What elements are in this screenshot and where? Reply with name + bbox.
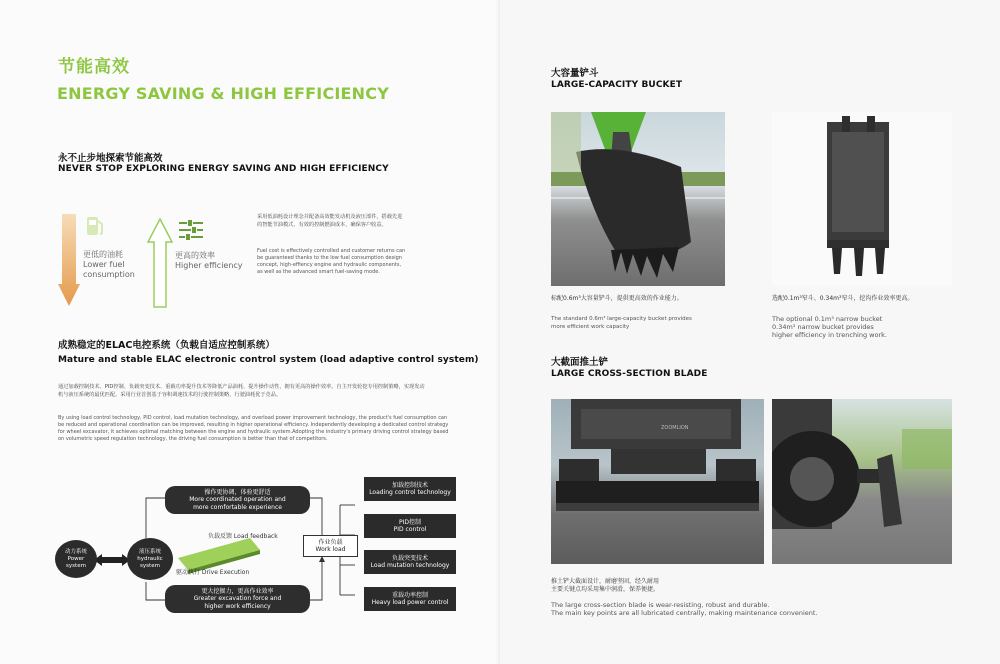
blade-side-photo <box>772 399 952 564</box>
section1-desc-en: Fuel cost is effectively controlled and customer returns can be guaranteed thanks to the low fuel consumption design concept, high-effiency engine and hydraulic components, as well as the advanced smart fuel-saving mode. <box>257 248 406 275</box>
loading-control-box <box>364 477 456 501</box>
pid-control-en: PID control <box>393 526 427 533</box>
hydraulic-system-node <box>127 538 173 580</box>
power-system-cn: 动力系统 <box>64 548 87 555</box>
power-system-en-2: system <box>66 562 86 569</box>
page-title-en: ENERGY SAVING & HIGH EFFICIENCY <box>57 84 390 103</box>
excavation-force-box <box>165 585 310 613</box>
bucket-caption2-en-2: 0.34m³ narrow bucket provides <box>772 323 874 331</box>
section2-heading-en: Mature and stable ELAC electronic control system (load adaptive control system) <box>58 355 479 365</box>
coordinated-operation-box <box>165 486 310 514</box>
bucket-caption2-en-1: The optional 0.1m³ narrow bucket <box>772 315 883 323</box>
heavy-load-cn: 重载功率控制 <box>391 591 428 599</box>
section2-heading-cn: 成熟稳定的ELAC电控系统（负载自适应控制系统） <box>58 340 275 351</box>
pid-control-cn: PID控制 <box>398 518 421 526</box>
higher-efficiency-cn: 更高的效率 <box>175 251 215 260</box>
pid-control-box <box>364 514 456 538</box>
lower-fuel-cn: 更低的油耗 <box>83 250 123 259</box>
section1-desc-cn: 采用低油耗设计理念并配备高效能发动机及液压部件，搭载先进的智能节油模式，有效的控制燃油成本，确保客户收益。 <box>257 214 403 228</box>
bucket-caption2-en-3: higher efficiency in trenching work. <box>772 331 887 339</box>
coordinated-en-1: More coordinated operation and <box>189 496 286 504</box>
power-system-node <box>55 540 97 578</box>
blade-caption-cn-2: 主要关键点均采用集中润滑，保养便捷。 <box>551 586 660 593</box>
page-title-cn: 节能高效 <box>58 57 130 77</box>
load-mutation-cn: 负载突变技术 <box>391 554 428 562</box>
loading-control-cn: 加载控制技术 <box>391 481 428 489</box>
heavy-load-en: Heavy load power control <box>371 599 449 606</box>
bucket-caption2-cn: 选配0.1m³窄斗、0.34m³窄斗，挖沟作业效率更高。 <box>772 295 914 302</box>
hydraulic-system-cn: 液压系统 <box>138 548 161 555</box>
section1-heading-en: NEVER STOP EXPLORING ENERGY SAVING AND HIGH EFFICIENCY <box>58 164 389 174</box>
standard-bucket-photo <box>551 112 725 286</box>
bucket-caption1-cn: 标配0.6m³大容量铲斗，提供更高效的作业能力。 <box>551 295 683 302</box>
right-page <box>500 0 1000 664</box>
work-load-en: Work load <box>315 546 346 553</box>
excavation-en-1: Greater excavation force and <box>193 595 282 603</box>
heavy-load-box <box>364 587 456 611</box>
excavation-en-2: higher work efficiency <box>204 602 271 610</box>
load-feedback-label: 负载反馈 Load feedback <box>208 533 278 540</box>
efficiency-sliders-icon <box>177 218 205 242</box>
bucket-caption1-en-1: The standard 0.6m³ large-capacity bucket provides <box>551 316 692 322</box>
higher-efficiency-label <box>175 251 243 271</box>
coordinated-cn: 操作更协调，体验更舒适 <box>204 488 271 496</box>
bucket-heading-en: LARGE-CAPACITY BUCKET <box>551 80 683 90</box>
section2-para-cn: 通过加载控制技术、PID控制、负载突变技术、重载功率提升技术等降低产品油耗、提升操作动性，拥有更高的操作效率。自主开发轮挖专用控制策略，实现发动机与液压系统的最优匹配。采用行业首创基于容积调速技术的行驶控制策略，行驶油耗优于竞品。 <box>58 384 425 398</box>
work-load-cn: 作业负载 <box>318 538 343 546</box>
section2-para-en: By using load control technology, PID control, load mutation technology, and overload power improvement technology, the product's fuel consumption can be reduced and operational coordination can be improved, resulting in higher operational efficiency. Independently developing a dedicated control strategy for wheel excavator, it achieves optimal matching between the engine and hydraulic system.Adopting the industry's primary driving control strategy based on volumetric speed regulation technology, the driving fuel consumption is better than that of competitors. <box>58 415 449 442</box>
fuel-pump-icon <box>86 215 104 237</box>
blade-caption-en <box>551 601 818 617</box>
blade-heading-cn: 大截面推土铲 <box>551 357 609 368</box>
work-load-box <box>303 535 358 557</box>
hydraulic-system-en-2: system <box>140 562 160 569</box>
blade-caption-cn-1: 推土铲大截面设计，耐磨坚固，经久耐用 <box>551 578 660 585</box>
narrow-bucket-photo <box>772 112 952 286</box>
blade-caption-en-1: The large cross-section blade is wear-resisting, robust and durable. <box>551 601 770 609</box>
bucket-caption1-en-2: more efficient work capacity <box>551 323 630 330</box>
bucket-caption1-en <box>551 316 692 331</box>
higher-efficiency-en: Higher efficiency <box>175 261 243 270</box>
power-system-en-1: Power <box>67 555 85 562</box>
blade-caption-en-2: The main key points are all lubricated centrally, making maintenance convenient. <box>551 609 818 617</box>
lower-fuel-label <box>83 250 135 280</box>
excavation-cn: 更大挖掘力，更高作业效率 <box>201 587 274 595</box>
section1-heading-cn: 永不止步地探索节能高效 <box>58 153 163 164</box>
lower-fuel-arrow-icon <box>58 214 80 306</box>
blade-caption-cn <box>551 578 659 594</box>
blade-front-photo <box>551 399 764 564</box>
higher-efficiency-arrow-icon <box>147 218 173 308</box>
drive-execution-label: 驱动执行 Drive Execution <box>176 569 250 576</box>
blade-heading-en: LARGE CROSS-SECTION BLADE <box>551 369 708 379</box>
bucket-caption2-en <box>772 315 887 339</box>
load-mutation-en: Load mutation technology <box>370 562 450 569</box>
lower-fuel-en-1: Lower fuel <box>83 260 125 269</box>
lower-fuel-en-2: consumption <box>83 270 135 279</box>
loading-control-en: Loading control technology <box>369 489 451 496</box>
machine-brand-label: ZOOMLION <box>661 425 689 431</box>
load-mutation-box <box>364 550 456 574</box>
bucket-heading-cn: 大容量铲斗 <box>551 68 599 79</box>
coordinated-en-2: more comfortable experience <box>193 503 282 511</box>
hydraulic-system-en-1: hydraulic <box>137 555 163 562</box>
